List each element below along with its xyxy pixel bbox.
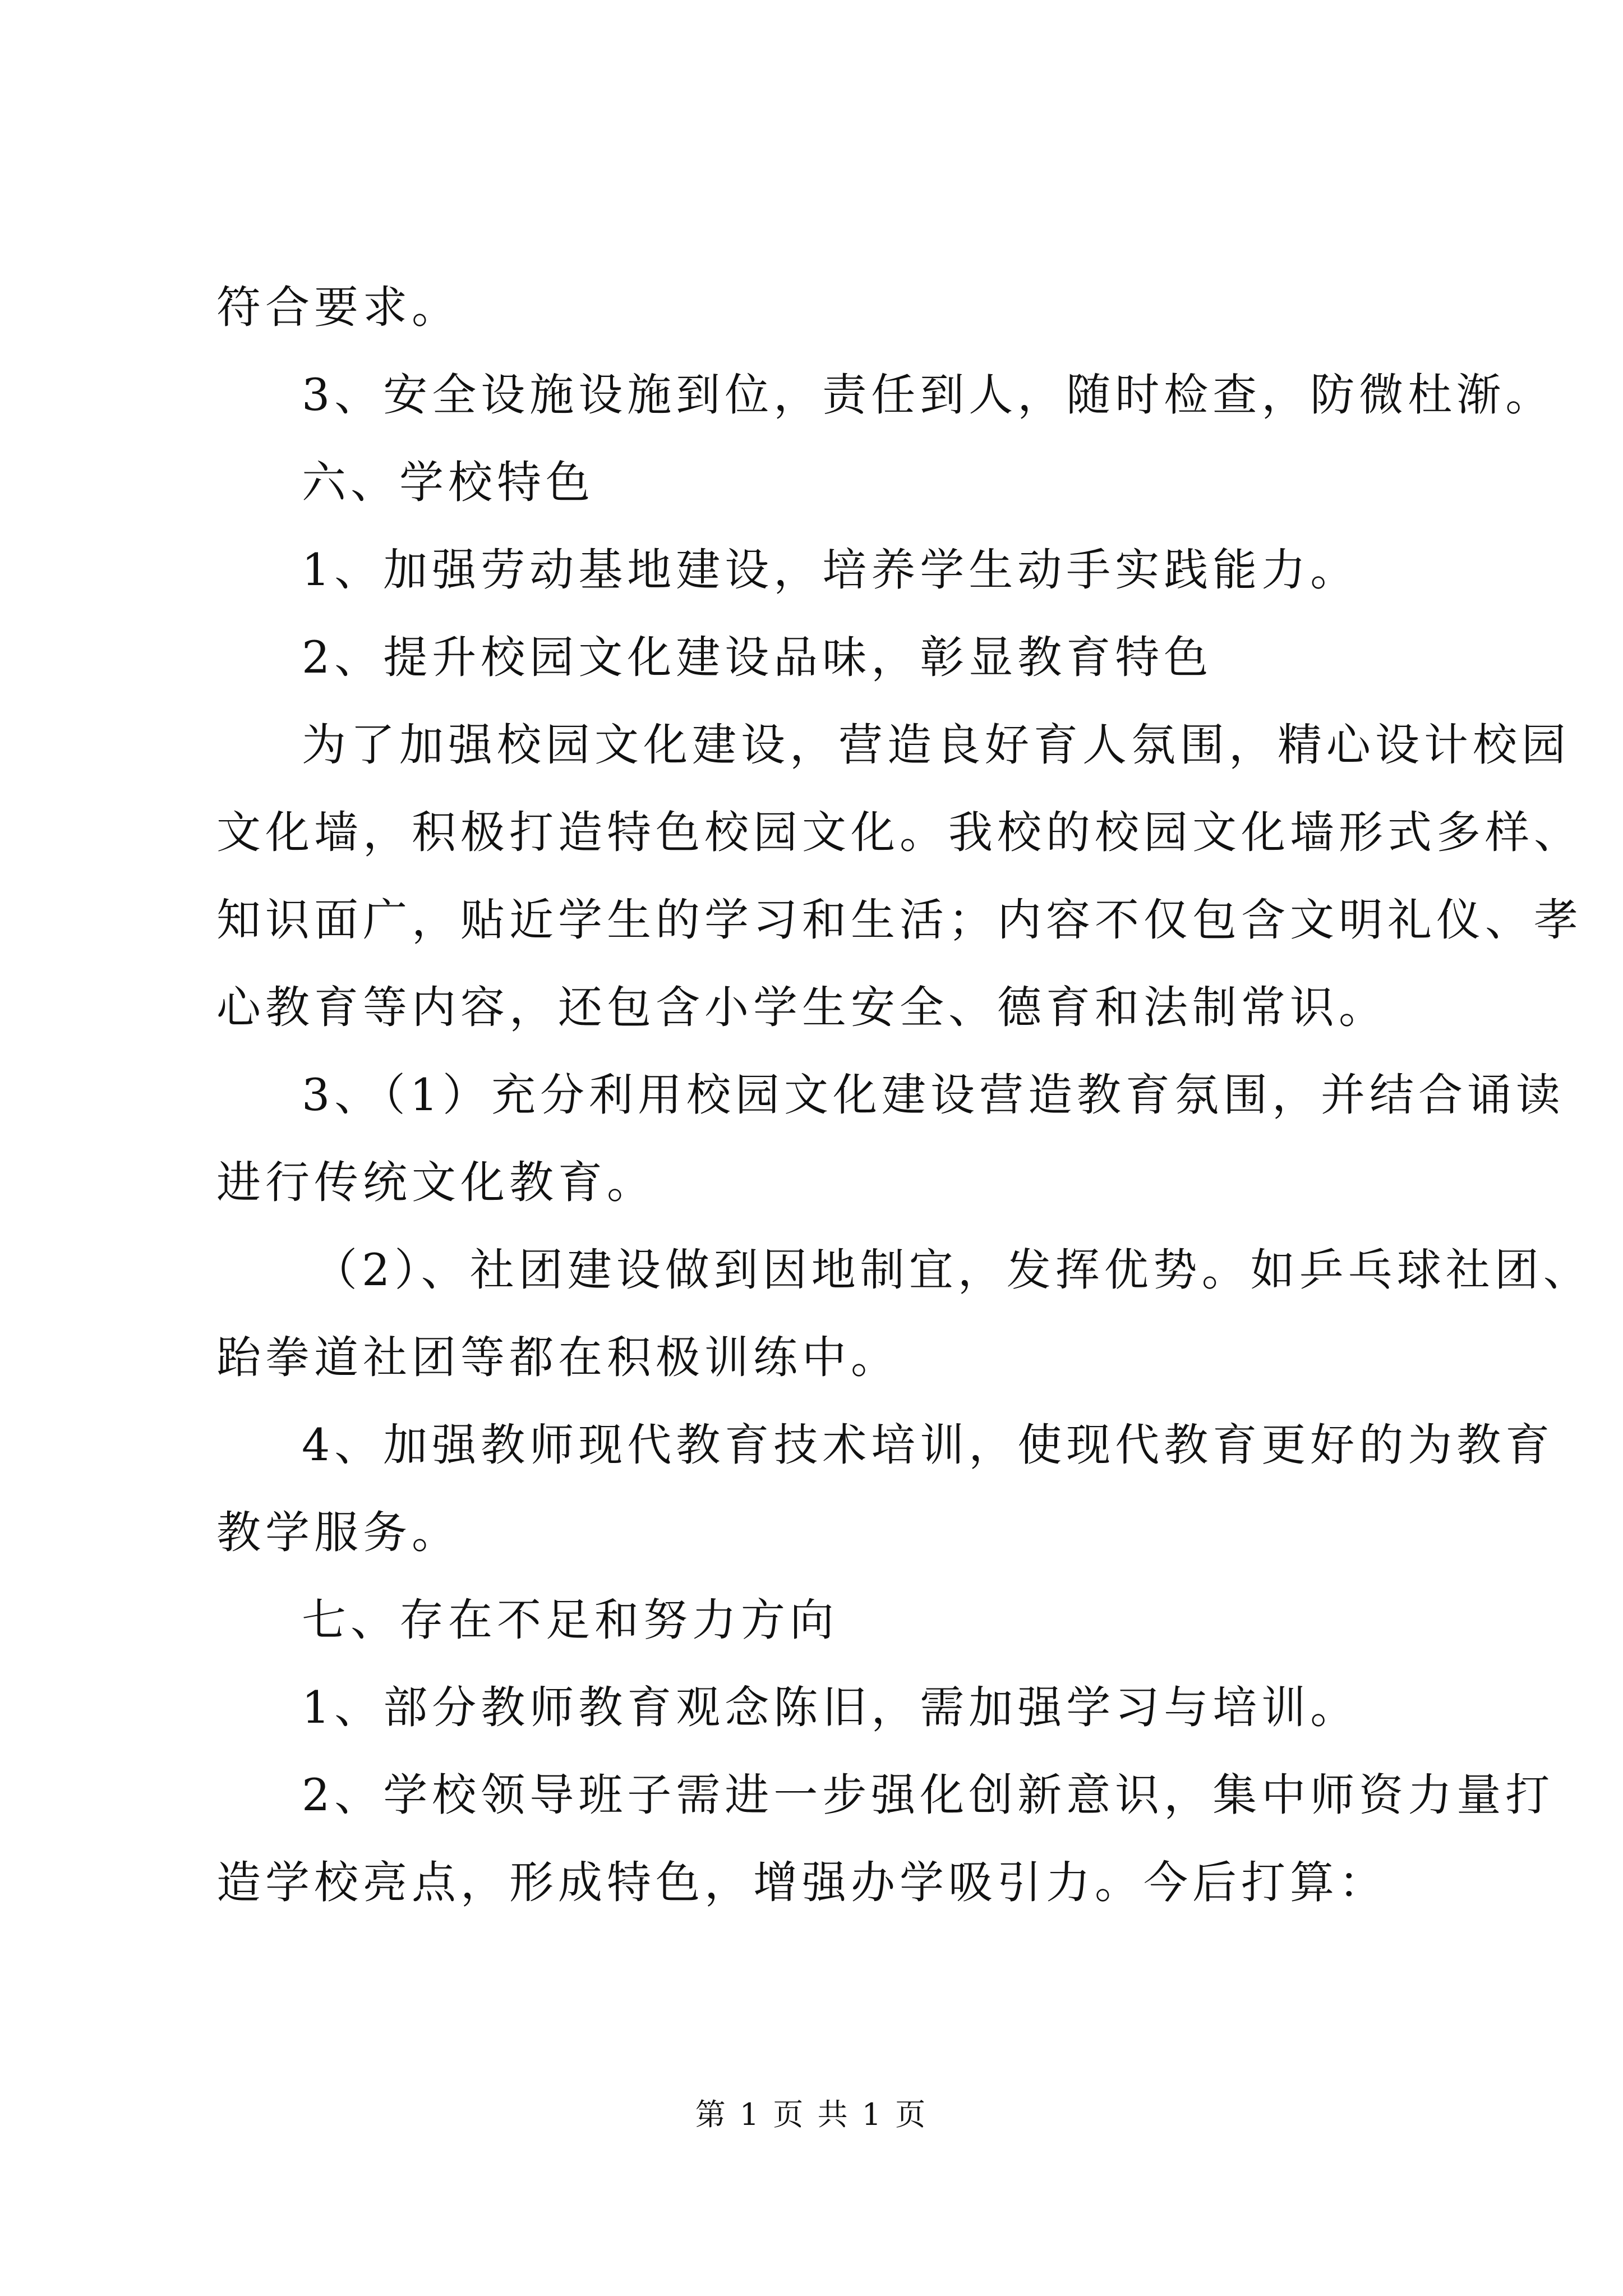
paragraph-line: 2、学校领导班子需进一步强化创新意识，集中师资力量打 [302, 1769, 1555, 1821]
page-footer: 第 1 页 共 1 页 [695, 2097, 928, 2132]
paragraph-line: 造学校亮点，形成特色，增强办学吸引力。今后打算： [216, 1857, 1387, 1908]
paragraph-line: 3、安全设施设施到位，责任到人，随时检查，防微杜渐。 [302, 369, 1555, 421]
paragraph-line: 心教育等内容，还包含小学生安全、德育和法制常识。 [216, 982, 1387, 1033]
paragraph-line: 教学服务。 [216, 1507, 460, 1558]
section-heading: 六、学校特色 [302, 457, 594, 508]
paragraph-line: （2）、社团建设做到因地制宜，发挥优势。如乒乓球社团、 [313, 1244, 1592, 1296]
paragraph-line: 1、加强劳动基地建设，培养学生动手实践能力。 [302, 544, 1359, 596]
document-body [216, 264, 1592, 1926]
paragraph-line: 文化墙，积极打造特色校园文化。我校的校园文化墙形式多样、 [216, 807, 1583, 858]
paragraph-line: 跆拳道社团等都在积极训练中。 [216, 1332, 900, 1383]
paragraph-line: 为了加强校园文化建设，营造良好育人氛围，精心设计校园 [302, 719, 1570, 771]
paragraph-line: 3、（1）充分利用校园文化建设营造教育氛围，并结合诵读 [302, 1069, 1565, 1121]
section-heading: 七、存在不足和努力方向 [302, 1594, 838, 1646]
paragraph-line: 知识面广，贴近学生的学习和生活；内容不仅包含文明礼仪、孝 [216, 894, 1583, 946]
paragraph-line: 进行传统文化教育。 [216, 1157, 656, 1208]
paragraph-line: 符合要求。 [216, 282, 460, 333]
paragraph-line: 1、部分教师教育观念陈旧，需加强学习与培训。 [302, 1682, 1359, 1733]
paragraph-line: 2、提升校园文化建设品味，彰显教育特色 [302, 632, 1213, 683]
paragraph-line: 4、加强教师现代教育技术培训，使现代教育更好的为教育 [302, 1419, 1555, 1471]
